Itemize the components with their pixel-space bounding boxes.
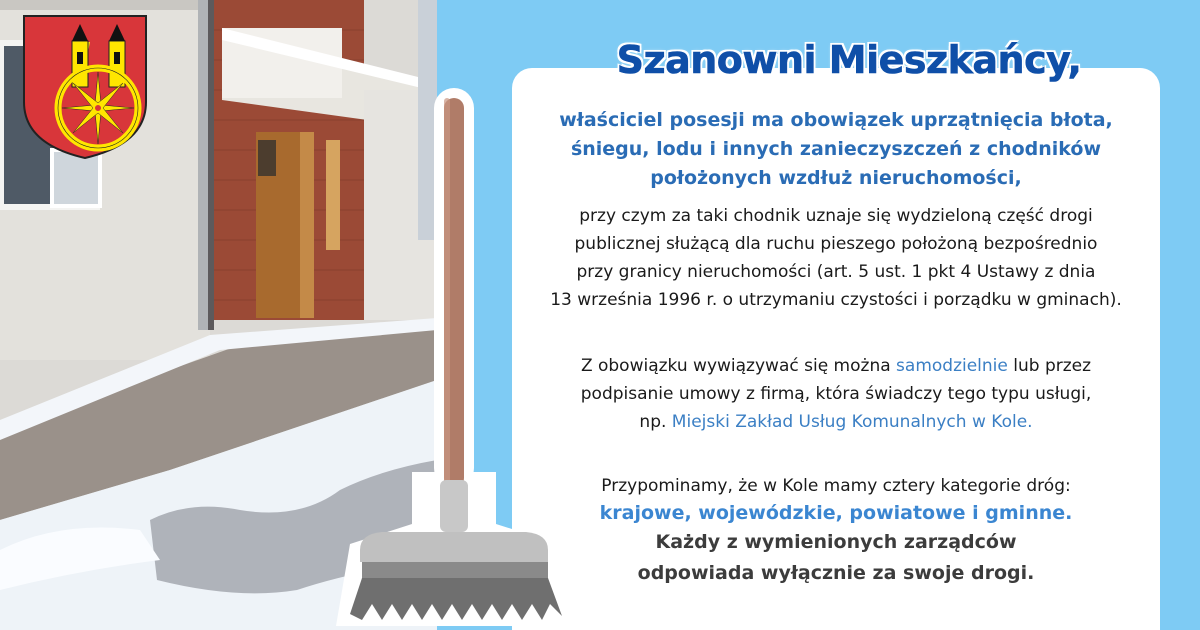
lead-line: śniegu, lodu i innych zanieczyszczeń z chodników <box>570 138 1102 160</box>
road-categories: krajowe, wojewódzkie, powiatowe i gminne. <box>599 502 1073 524</box>
reminder-paragraph <box>512 473 1160 589</box>
highlight-mzuk: Miejski Zakład Usług Komunalnych w Kole. <box>671 412 1033 432</box>
paragraph-line: przy granicy nieruchomości (art. 5 ust. 1 pkt 4 Ustawy z dnia <box>576 262 1096 282</box>
paragraph-line: podpisanie umowy z firmą, która świadczy tego typu usługi, <box>580 384 1092 404</box>
lead-line: właściciel posesji ma obowiązek uprzątnięcia błota, <box>559 109 1113 131</box>
paragraph-line: przy czym za taki chodnik uznaje się wydzieloną część drogi <box>579 206 1093 226</box>
text-segment: np. <box>639 412 672 432</box>
lead-paragraph <box>512 106 1160 193</box>
page-title <box>512 38 1160 82</box>
coat-of-arms-icon <box>22 14 148 160</box>
text-segment: lub przez <box>1007 356 1092 376</box>
heading-text: Szanowni Mieszkańcy, <box>616 38 1082 82</box>
lead-line: położonych wzdłuż nieruchomości, <box>650 167 1022 189</box>
legal-paragraph <box>512 202 1160 314</box>
highlight-samodzielnie: samodzielnie <box>896 356 1008 376</box>
paragraph-line: 13 września 1996 r. o utrzymaniu czystości i porządku w gminach). <box>550 290 1122 310</box>
paragraph-line <box>512 408 1160 436</box>
paragraph-line: publicznej służącą dla ruchu pieszego położoną bezpośrednio <box>574 234 1098 254</box>
closing-line: Każdy z wymienionych zarządców <box>655 531 1017 553</box>
text-segment: Z obowiązku wywiązywać się można <box>580 356 897 376</box>
paragraph-line <box>512 352 1160 380</box>
info-card-bottom <box>512 600 1160 630</box>
reminder-intro: Przypominamy, że w Kole mamy cztery kategorie dróg: <box>601 476 1071 496</box>
options-paragraph <box>512 352 1160 436</box>
closing-line: odpowiada wyłącznie za swoje drogi. <box>637 562 1035 584</box>
